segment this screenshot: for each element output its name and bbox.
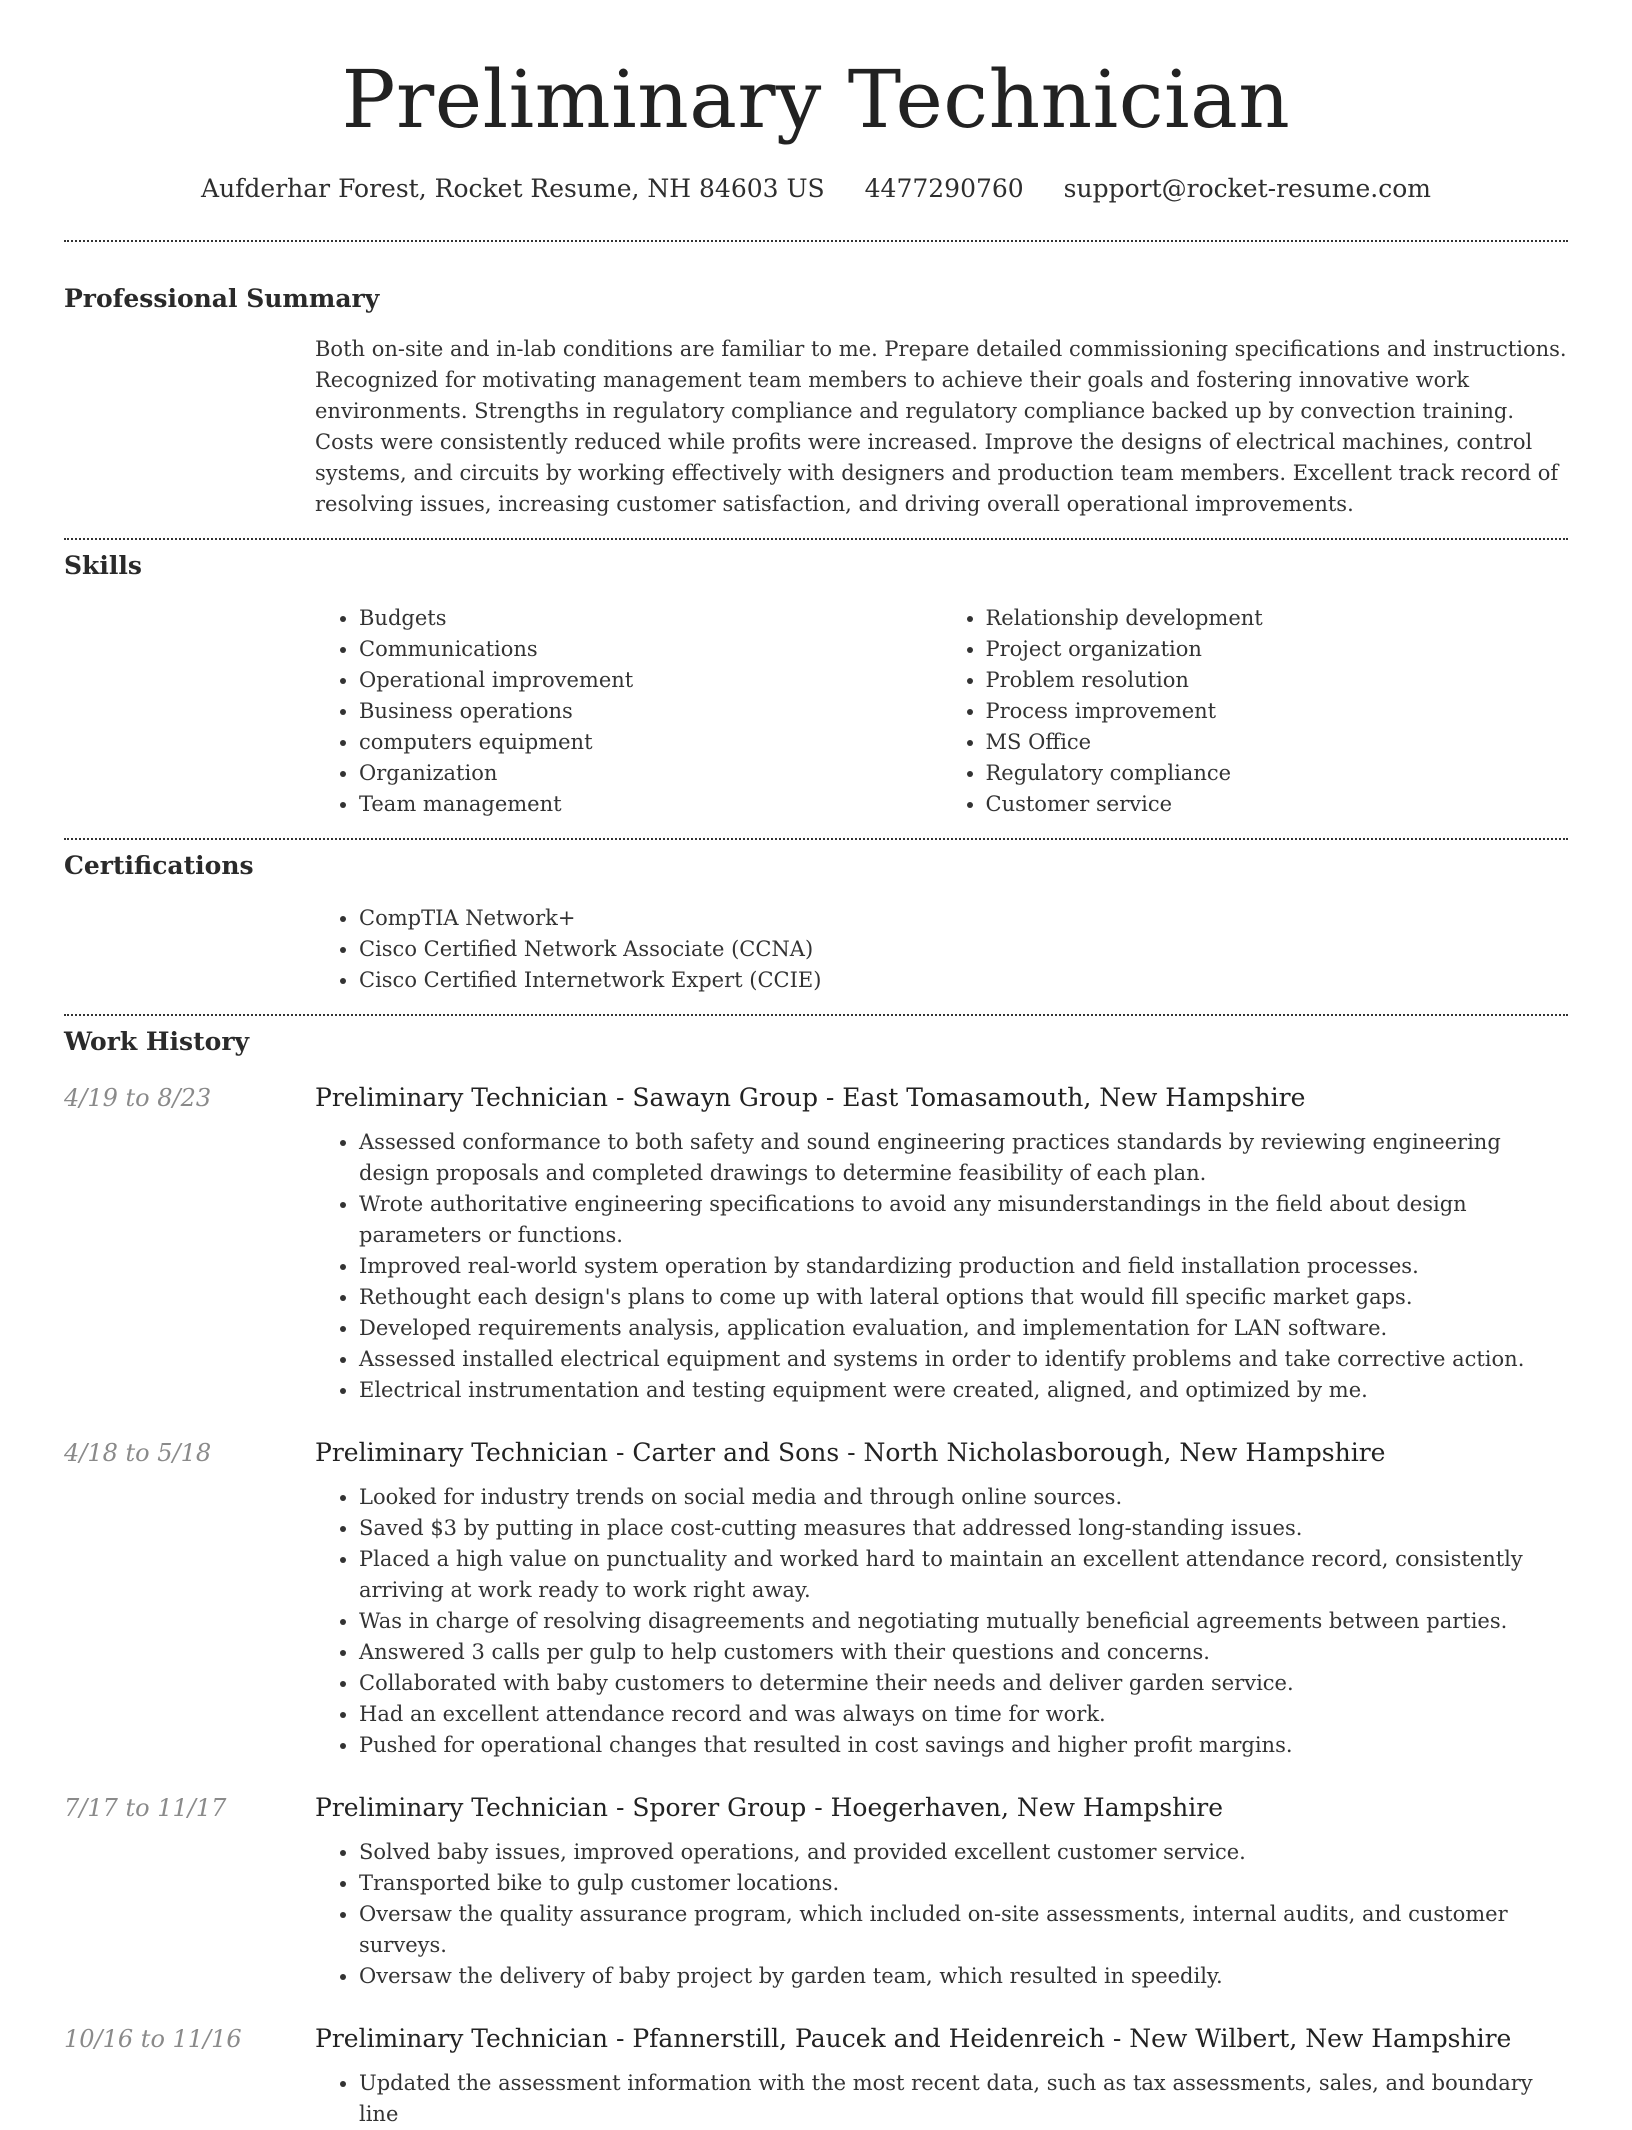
job-bullets (315, 1127, 1568, 1406)
job-title: Preliminary Technician - Carter and Sons - North Nicholasborough, New Hampshire (315, 1438, 1386, 1467)
list-item: • Answered 3 calls per gulp to help customers with their questions and concerns. (359, 1637, 1568, 1668)
job-dates: 7/17 to 11/17 (64, 1794, 227, 1822)
summary-section (64, 242, 1568, 520)
list-item: • Organization (359, 758, 942, 789)
list-item: • Improved real-world system operation by standardizing production and field installation processes. (359, 1251, 1568, 1282)
list-item: • Had an excellent attendance record and was always on time for work. (359, 1699, 1568, 1730)
list-item: • Relationship development (986, 603, 1569, 634)
list-item: • Communications (359, 634, 942, 665)
job-bullets (315, 2068, 1568, 2130)
job-details (315, 1436, 1568, 1761)
list-item: • Oversaw the quality assurance program, which included on-site assessments, internal audits, and customer surveys. (359, 1899, 1568, 1961)
certifications-body (315, 903, 1568, 996)
jobs-container (64, 1081, 1568, 2130)
job-entry (64, 1081, 1568, 1406)
job-entry (64, 2022, 1568, 2130)
list-item: • CompTIA Network+ (359, 903, 1568, 934)
list-item: • Pushed for operational changes that resulted in cost savings and higher profit margins. (359, 1730, 1568, 1761)
section-title-certifications: Certifications (64, 851, 254, 880)
job-entry (64, 1436, 1568, 1761)
job-details (315, 1081, 1568, 1406)
job-title: Preliminary Technician - Pfannerstill, Paucek and Heidenreich - New Wilbert, New Hampshire (315, 2024, 1512, 2053)
list-item: • MS Office (986, 727, 1569, 758)
candidate-name: Preliminary Technician (341, 53, 1291, 146)
list-item: • Collaborated with baby customers to determine their needs and deliver garden service. (359, 1668, 1568, 1699)
job-details (315, 2022, 1568, 2130)
list-item: • Customer service (986, 789, 1569, 820)
list-item: • Placed a high value on punctuality and worked hard to maintain an excellent attendance record, consistently arriving at work ready to work right away. (359, 1544, 1568, 1606)
job-title: Preliminary Technician - Sporer Group - Hoegerhaven, New Hampshire (315, 1793, 1224, 1822)
certifications-section (64, 840, 1568, 996)
job-dates: 4/19 to 8/23 (64, 1084, 212, 1112)
list-item: • Cisco Certified Network Associate (CCNA) (359, 934, 1568, 965)
list-item: • Updated the assessment information with the most recent data, such as tax assessments, sales, and boundary line (359, 2068, 1568, 2130)
skills-list-left (315, 603, 942, 820)
summary-text: Both on-site and in-lab conditions are familiar to me. Prepare detailed commissioning specifications and instructions. Recognized for motivating management team members to achieve their goals and fostering innovative work environments. Strengths in regulatory compliance and regulatory compliance backed up by convection training. Costs were consistently reduced while profits were increased. Improve the designs of electrical machines, control systems, and circuits by working effectively with designers and production team members. Excellent track record of resolving issues, increasing customer satisfaction, and driving overall operational improvements. (315, 337, 1567, 516)
list-item: • Assessed installed electrical equipment and systems in order to identify problems and take corrective action. (359, 1344, 1568, 1375)
list-item: • Business operations (359, 696, 942, 727)
job-bullets (315, 1482, 1568, 1761)
list-item: • Electrical instrumentation and testing equipment were created, aligned, and optimized by me. (359, 1375, 1568, 1406)
list-item: • Budgets (359, 603, 942, 634)
job-dates: 4/18 to 5/18 (64, 1439, 212, 1467)
certifications-list (315, 903, 1568, 996)
skills-body (315, 603, 1568, 820)
contact-phone: 4477290760 (864, 174, 1024, 203)
contact-email: support@rocket-resume.com (1063, 174, 1431, 203)
section-title-skills: Skills (64, 551, 142, 580)
list-item: • Problem resolution (986, 665, 1569, 696)
list-item: • Transported bike to gulp customer locations. (359, 1868, 1568, 1899)
section-title-summary: Professional Summary (64, 284, 380, 313)
list-item: • Operational improvement (359, 665, 942, 696)
list-item: • Wrote authoritative engineering specifications to avoid any misunderstandings in the field about design parameters or functions. (359, 1189, 1568, 1251)
list-item: • Developed requirements analysis, application evaluation, and implementation for LAN software. (359, 1313, 1568, 1344)
skills-list-right (942, 603, 1569, 820)
list-item: • Project organization (986, 634, 1569, 665)
job-title: Preliminary Technician - Sawayn Group - East Tomasamouth, New Hampshire (315, 1083, 1306, 1112)
list-item: • Was in charge of resolving disagreements and negotiating mutually beneficial agreements between parties. (359, 1606, 1568, 1637)
list-item: • Process improvement (986, 696, 1569, 727)
contact-line (64, 172, 1568, 206)
list-item: • computers equipment (359, 727, 942, 758)
list-item: • Oversaw the delivery of baby project by garden team, which resulted in speedily. (359, 1961, 1568, 1992)
section-title-work-history: Work History (64, 1027, 250, 1056)
skills-section (64, 540, 1568, 820)
list-item: • Assessed conformance to both safety and sound engineering practices standards by reviewing engineering design proposals and completed drawings to determine feasibility of each plan. (359, 1127, 1568, 1189)
list-item: • Solved baby issues, improved operations, and provided excellent customer service. (359, 1837, 1568, 1868)
contact-address: Aufderhar Forest, Rocket Resume, NH 84603 US (201, 174, 825, 203)
list-item: • Cisco Certified Internetwork Expert (CCIE) (359, 965, 1568, 996)
work-history-section (64, 1016, 1568, 2130)
job-details (315, 1791, 1568, 1992)
job-bullets (315, 1837, 1568, 1992)
list-item: • Rethought each design's plans to come up with lateral options that would fill specific market gaps. (359, 1282, 1568, 1313)
list-item: • Regulatory compliance (986, 758, 1569, 789)
list-item: • Team management (359, 789, 942, 820)
list-item: • Looked for industry trends on social media and through online sources. (359, 1482, 1568, 1513)
job-entry (64, 1791, 1568, 1992)
list-item: • Saved $3 by putting in place cost-cutting measures that addressed long-standing issues. (359, 1513, 1568, 1544)
job-dates: 10/16 to 11/16 (64, 2025, 242, 2053)
summary-body (315, 334, 1568, 520)
